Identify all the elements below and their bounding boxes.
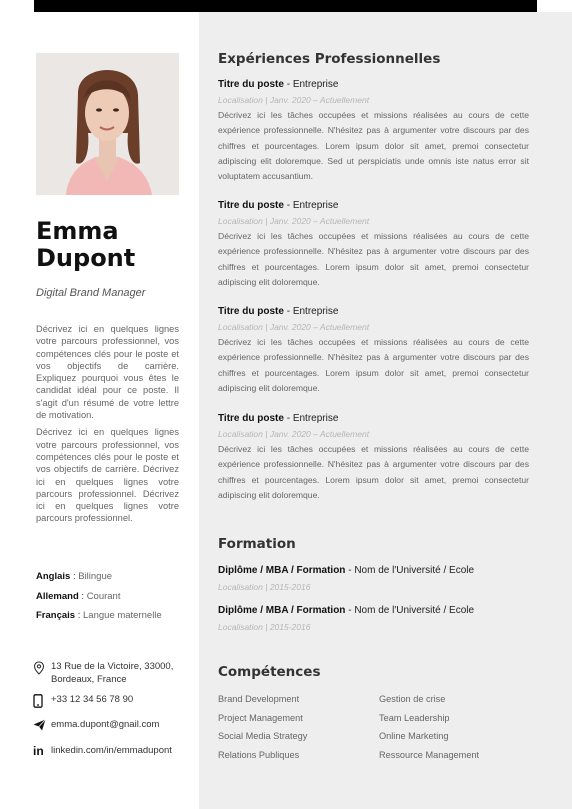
education-meta: Localisation | 2015-2016 [218, 582, 311, 592]
skills-list [218, 690, 518, 765]
languages-list [36, 571, 162, 630]
education-item: Diplôme / MBA / Formation - Nom de l'Université / Ecole Localisation | 2015-2016 [218, 564, 529, 596]
school-name: Nom de l'Université / Ecole [354, 565, 475, 576]
experience-description: Décrivez ici les tâches occupées et missions réalisées au cours de cette expérience professionnelle. N'hésitez pas à argumenter votre discours par des chiffres et pourcentages. Lorem ipsum dolor sit amet, premoi consectetur adipiscing elit doloremque. Sed ut perspiciatis unde omnis iste natus error sit voluptatem accusantium. [218, 110, 529, 182]
experience-description: Décrivez ici les tâches occupées et missions réalisées au cours de cette expérience professionnelle. N'hésitez pas à argumenter votre discours par des chiffres et pourcentages. Lorem ipsum dolor sit amet, premoi consectetur adipiscing elit doloremque. [218, 231, 529, 287]
language-name: Anglais [36, 571, 71, 582]
experience-item: Titre du poste - Entreprise Localisation | Janv. 2020 – Actuellement Décrivez ici les tâches occupées et missions réalisées au cours de cette expérience professionnelle. N'hésitez pas à argumenter votre discours par des chiffres et pourcentages. Lorem ipsum dolor sit amet, premoi consectetur adipiscing elit doloremque. [218, 199, 529, 290]
position-title: Titre du poste [218, 413, 284, 424]
degree-name: Diplôme / MBA / Formation [218, 605, 346, 616]
last-name: Dupont [36, 244, 136, 272]
phone-icon [33, 694, 51, 713]
degree-name: Diplôme / MBA / Formation [218, 565, 346, 576]
skill-item: Online Marketing [379, 731, 449, 742]
linkedin-icon: in [33, 744, 44, 758]
candidate-name [36, 218, 135, 272]
profile-summary [36, 323, 179, 530]
language-name: Allemand [36, 590, 79, 602]
skill-item: Ressource Management [379, 750, 480, 761]
summary-paragraph: Décrivez ici en quelques lignes votre parcours professionnel, vos compétences clés pour le poste et vos objectifs de carrière. Expliquez pourquoi vous êtes le candidat idéal pour ce poste. Il s'agit d'un résumé de votre lettre de motivation. [36, 324, 179, 421]
language-item: Anglais : Bilingue [36, 571, 113, 582]
experience-item: Titre du poste - Entreprise Localisation | Janv. 2020 – Actuellement Décrivez ici les tâches occupées et missions réalisées au cours de cette expérience professionnelle. N'hésitez pas à argumenter votre discours par des chiffres et pourcentages. Lorem ipsum dolor sit amet, premoi consectetur adipiscing elit doloremque. [218, 412, 529, 503]
company-name: Entreprise [292, 200, 339, 211]
first-name: Emma [36, 217, 119, 245]
experience-meta: Localisation | Janv. 2020 – Actuellement [218, 216, 370, 226]
position-title: Titre du poste [218, 200, 284, 211]
skill-item: Social Media Strategy [218, 731, 308, 742]
experience-description: Décrivez ici les tâches occupées et missions réalisées au cours de cette expérience professionnelle. N'hésitez pas à argumenter votre discours par des chiffres et pourcentages. Lorem ipsum dolor sit amet, premoi consectetur adipiscing elit doloremque. [218, 337, 529, 393]
company-name: Entreprise [292, 79, 339, 90]
skill-item: Project Management [218, 712, 303, 723]
position-title: Titre du poste [218, 306, 284, 317]
education-meta: Localisation | 2015-2016 [218, 622, 311, 632]
language-name: Français [36, 610, 76, 621]
phone-number: +33 12 34 56 78 90 [51, 694, 134, 705]
location-pin-icon [33, 661, 51, 680]
address-line: Bordeaux, France [51, 673, 127, 685]
experience-item: Titre du poste - Entreprise Localisation | Janv. 2020 – Actuellement Décrivez ici les tâches occupées et missions réalisées au cours de cette expérience professionnelle. N'hésitez pas à argumenter votre discours par des chiffres et pourcentages. Lorem ipsum dolor sit amet, premoi consectetur adipiscing elit doloremque. [218, 305, 529, 396]
skill-item: Gestion de crise [379, 694, 446, 704]
education-heading: Formation [218, 536, 296, 552]
language-item: Français : Langue maternelle [36, 610, 162, 621]
skill-item: Relations Publiques [218, 750, 300, 761]
job-title: Digital Brand Manager [36, 287, 146, 299]
contact-phone [33, 694, 133, 713]
language-item: Allemand : Courant [36, 590, 121, 602]
profile-photo [36, 53, 179, 195]
education-item: Diplôme / MBA / Formation - Nom de l'Université / Ecole Localisation | 2015-2016 [218, 604, 529, 636]
company-name: Entreprise [292, 413, 339, 424]
email-link[interactable]: emma.dupont@gnail.com [51, 719, 160, 730]
company-name: Entreprise [292, 306, 339, 317]
experience-description: Décrivez ici les tâches occupées et missions réalisées au cours de cette expérience professionnelle. N'hésitez pas à argumenter votre discours par des chiffres et pourcentages. Lorem ipsum dolor sit amet, premoi consectetur adipiscing elit doloremque. [218, 444, 529, 500]
address-line: 13 Rue de la Victoire, 33000, [51, 661, 174, 672]
skills-heading: Compétences [218, 664, 321, 680]
experience-heading: Expériences Professionnelles [218, 51, 441, 67]
language-level: Courant [86, 590, 121, 602]
language-level: Bilingue [78, 571, 113, 582]
linkedin-link[interactable]: linkedin.com/in/emmadupont [51, 745, 172, 756]
summary-paragraph: Décrivez ici en quelques lignes votre parcours professionnel, vos compétences clés pour le poste et vos objectifs de carrière. Décrivez ici en quelques lignes votre parcours professionnel. Décrivez ici en quelques lignes votre parcours professionnel. [36, 427, 179, 524]
skill-item: Team Leadership [379, 712, 450, 723]
experience-meta: Localisation | Janv. 2020 – Actuellement [218, 429, 370, 439]
contact-email[interactable] [33, 719, 159, 736]
language-level: Langue maternelle [83, 610, 162, 621]
contact-linkedin[interactable] [33, 745, 172, 758]
school-name: Nom de l'Université / Ecole [354, 605, 475, 616]
experience-meta: Localisation | Janv. 2020 – Actuellement [218, 95, 370, 105]
contact-address [33, 661, 173, 686]
position-title: Titre du poste [218, 79, 284, 90]
experience-item: Titre du poste - Entreprise Localisation | Janv. 2020 – Actuellement Décrivez ici les tâches occupées et missions réalisées au cours de cette expérience professionnelle. N'hésitez pas à argumenter votre discours par des chiffres et pourcentages. Lorem ipsum dolor sit amet, premoi consectetur adipiscing elit doloremque. Sed ut perspiciatis unde omnis iste natus error sit voluptatem accusantium. [218, 78, 529, 184]
send-icon [33, 719, 51, 736]
experience-meta: Localisation | Janv. 2020 – Actuellement [218, 322, 370, 332]
skill-item: Brand Development [218, 694, 300, 704]
top-bar [34, 0, 537, 12]
